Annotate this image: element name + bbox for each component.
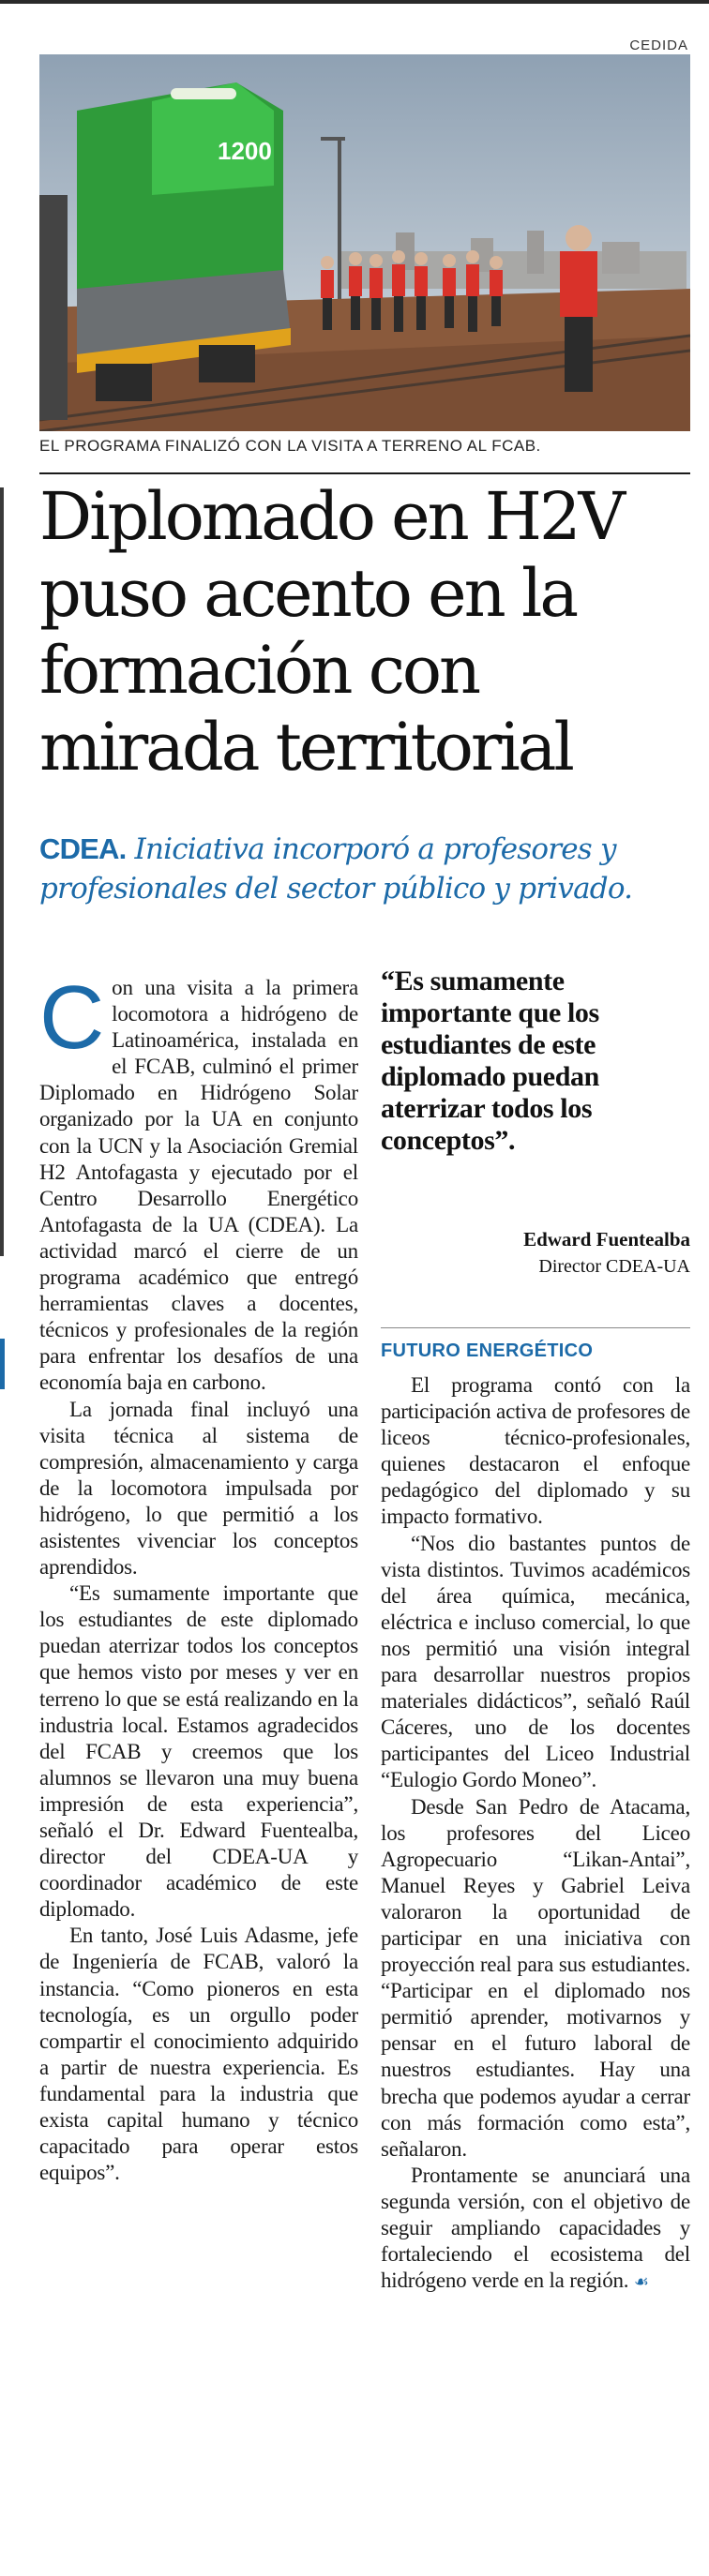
body-paragraph: Desde San Pedro de Atacama, los profesores del Liceo Agropecuario “Likan-Antai”, Manuel Reyes y Gabriel Leiva valoraron la oportunidad de participar en una iniciativa con proyección real para sus estudiantes. “Participar en el diplomado nos permitió aprender, motivarnos y pensar en el futuro laboral de nuestros estudiantes. Hay una brecha que podemos ayudar a cerrar con más formación como esta”, señalaron. bbox=[381, 1794, 690, 2161]
section-divider bbox=[381, 1327, 690, 1328]
photo-credit: CEDIDA bbox=[629, 37, 688, 53]
pull-quote: “Es sumamente importante que los estudiantes de este diplomado puedan aterrizar todos los conceptos”. bbox=[381, 966, 599, 1156]
deck bbox=[39, 830, 696, 908]
body-paragraph: El programa contó con la participación activa de profesores de liceos técnico-profesionales, quienes destacaron el enfoque pedagógico del diplomado y su impacto formativo. bbox=[381, 1373, 690, 1529]
adjacent-article-accent bbox=[0, 1339, 5, 1389]
dropcap: C bbox=[39, 967, 105, 1068]
headline: Diplomado en H2V puso acento en la formación con mirada territorial bbox=[39, 478, 624, 786]
body-column-right bbox=[381, 1372, 690, 2296]
deck-tag: CDEA. bbox=[39, 832, 127, 865]
deck-text: Iniciativa incorporó a profesores y profesionales del sector público y privado. bbox=[39, 832, 633, 906]
body-paragraph: “Nos dio bastantes puntos de vista distintos. Tuvimos académicos del área química, mecánica, eléctrica e incluso comercial, lo que nos permitió una visión integral para desarrollar nuestros propios materiales didácticos”, señaló Raúl Cáceres, uno de los docentes participantes del Liceo Industrial “Eulogio Gordo Moneo”. bbox=[381, 1531, 690, 1792]
photo-caption: EL PROGRAMA FINALIZÓ CON LA VISITA A TERRENO AL FCAB. bbox=[39, 437, 541, 455]
article-photo bbox=[39, 54, 690, 431]
body-paragraph: En tanto, José Luis Adasme, jefe de Ingeniería de FCAB, valoró la instancia. “Como pioneros en esta tecnología, es un orgullo poder compartir el conocimiento adquirido a partir de nuestra experiencia. Es fundamental para la industria que exista capital humano y técnico capacitado para operar estos equipos”. bbox=[39, 1924, 358, 2185]
body-paragraph: La jornada final incluyó una visita técnica al sistema de compresión, almacenamiento y carga de la locomotora impulsada por hidrógeno, lo que permitió a los asistentes vivenciar los conceptos aprendidos. bbox=[39, 1397, 358, 1580]
body-paragraph bbox=[39, 967, 358, 1397]
quote-author: Edward Fuentealba bbox=[523, 1228, 690, 1251]
quote-author-role: Director CDEA-UA bbox=[538, 1256, 690, 1277]
section-subhead: FUTURO ENERGÉTICO bbox=[381, 1340, 594, 1361]
top-border bbox=[0, 0, 709, 4]
caption-rule bbox=[39, 472, 690, 474]
locomotive-scene-illustration bbox=[39, 54, 690, 431]
end-of-article-icon: ☙ bbox=[633, 2272, 649, 2293]
body-text: Prontamente se anunciará una segunda versión, con el objetivo de seguir ampliando capacidades y fortaleciendo el ecosistema del hidrógeno verde en la región. bbox=[381, 2163, 690, 2293]
body-text: on una visita a la primera locomotora a hidrógeno de Latinoamérica, instalada en el FCAB, culminó el primer Diplomado en Hidrógeno Solar organizado por la UA en conjunto con la UCN y la Asociación Gremial H2 Antofagasta y ejecutado por el Centro Desarrollo Energético Antofagasta de la UA (CDEA). La actividad marcó el cierre de un programa académico que entregó herramientas claves a docentes, técnicos y profesionales de la región para enfrentar los desafíos de una economía baja en carbono. bbox=[39, 976, 358, 1395]
body-paragraph bbox=[381, 2163, 690, 2296]
locomotive-number: 1200 bbox=[218, 137, 272, 165]
body-paragraph: “Es sumamente importante que los estudiantes de este diplomado puedan aterrizar todos los conceptos que hemos visto por meses y ver en terreno lo que se está realizando en la industria local. Estamos agradecidos del FCAB y creemos que los alumnos se llevaron una muy buena impresión de esta experiencia”, señaló el Dr. Edward Fuentealba, director del CDEA-UA y coordinador académico de este diplomado. bbox=[39, 1581, 358, 1922]
adjacent-article-stub bbox=[0, 487, 4, 1256]
body-column-left bbox=[39, 967, 358, 2186]
